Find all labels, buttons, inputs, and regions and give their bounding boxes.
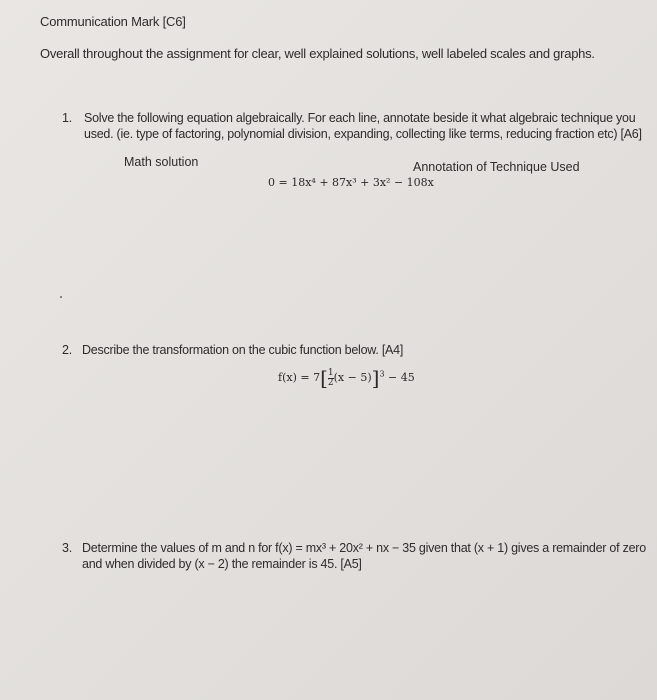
question-1-text: Solve the following equation algebraically. For each line, annotate beside it what algebraic technique you used. (ie. type of factoring, polynomial division, expanding, collecting like terms, reducing fraction etc) [A6] bbox=[84, 111, 642, 141]
question-1-equation: 0 = 18x⁴ + 87x³ + 3x² − 108x bbox=[268, 176, 434, 189]
close-bracket: ] bbox=[371, 366, 380, 390]
open-bracket: [ bbox=[320, 366, 328, 390]
question-3-text: Determine the values of m and n for f(x) = mx³ + 20x² + nx − 35 given that (x + 1) gives a remainder of zero and when divided by (x − 2) the remainder is 45. [A5] bbox=[82, 541, 646, 571]
equation-exponent: 3 bbox=[379, 369, 385, 379]
annotation-label: Annotation of Technique Used bbox=[413, 160, 580, 174]
fraction-denominator: 2 bbox=[327, 377, 334, 388]
stray-dot bbox=[60, 296, 62, 298]
fraction-numerator: 1 bbox=[327, 367, 334, 378]
communication-mark-heading: Communication Mark [C6] bbox=[40, 14, 186, 29]
question-3-number: 3. bbox=[62, 541, 72, 555]
communication-mark-description: Overall throughout the assignment for clear, well explained solutions, well labeled scales and graphs. bbox=[40, 46, 595, 61]
question-2-number: 2. bbox=[62, 343, 72, 357]
equation-prefix: f(x) = 7 bbox=[278, 371, 321, 384]
equation-suffix: − 45 bbox=[388, 371, 415, 384]
math-solution-label: Math solution bbox=[124, 155, 199, 169]
question-2 bbox=[62, 342, 404, 358]
question-3 bbox=[62, 540, 657, 571]
question-1-number: 1. bbox=[62, 111, 72, 125]
question-2-text: Describe the transformation on the cubic function below. [A4] bbox=[82, 343, 404, 357]
equation-inner: (x − 5) bbox=[333, 371, 372, 384]
question-2-equation bbox=[278, 366, 415, 396]
